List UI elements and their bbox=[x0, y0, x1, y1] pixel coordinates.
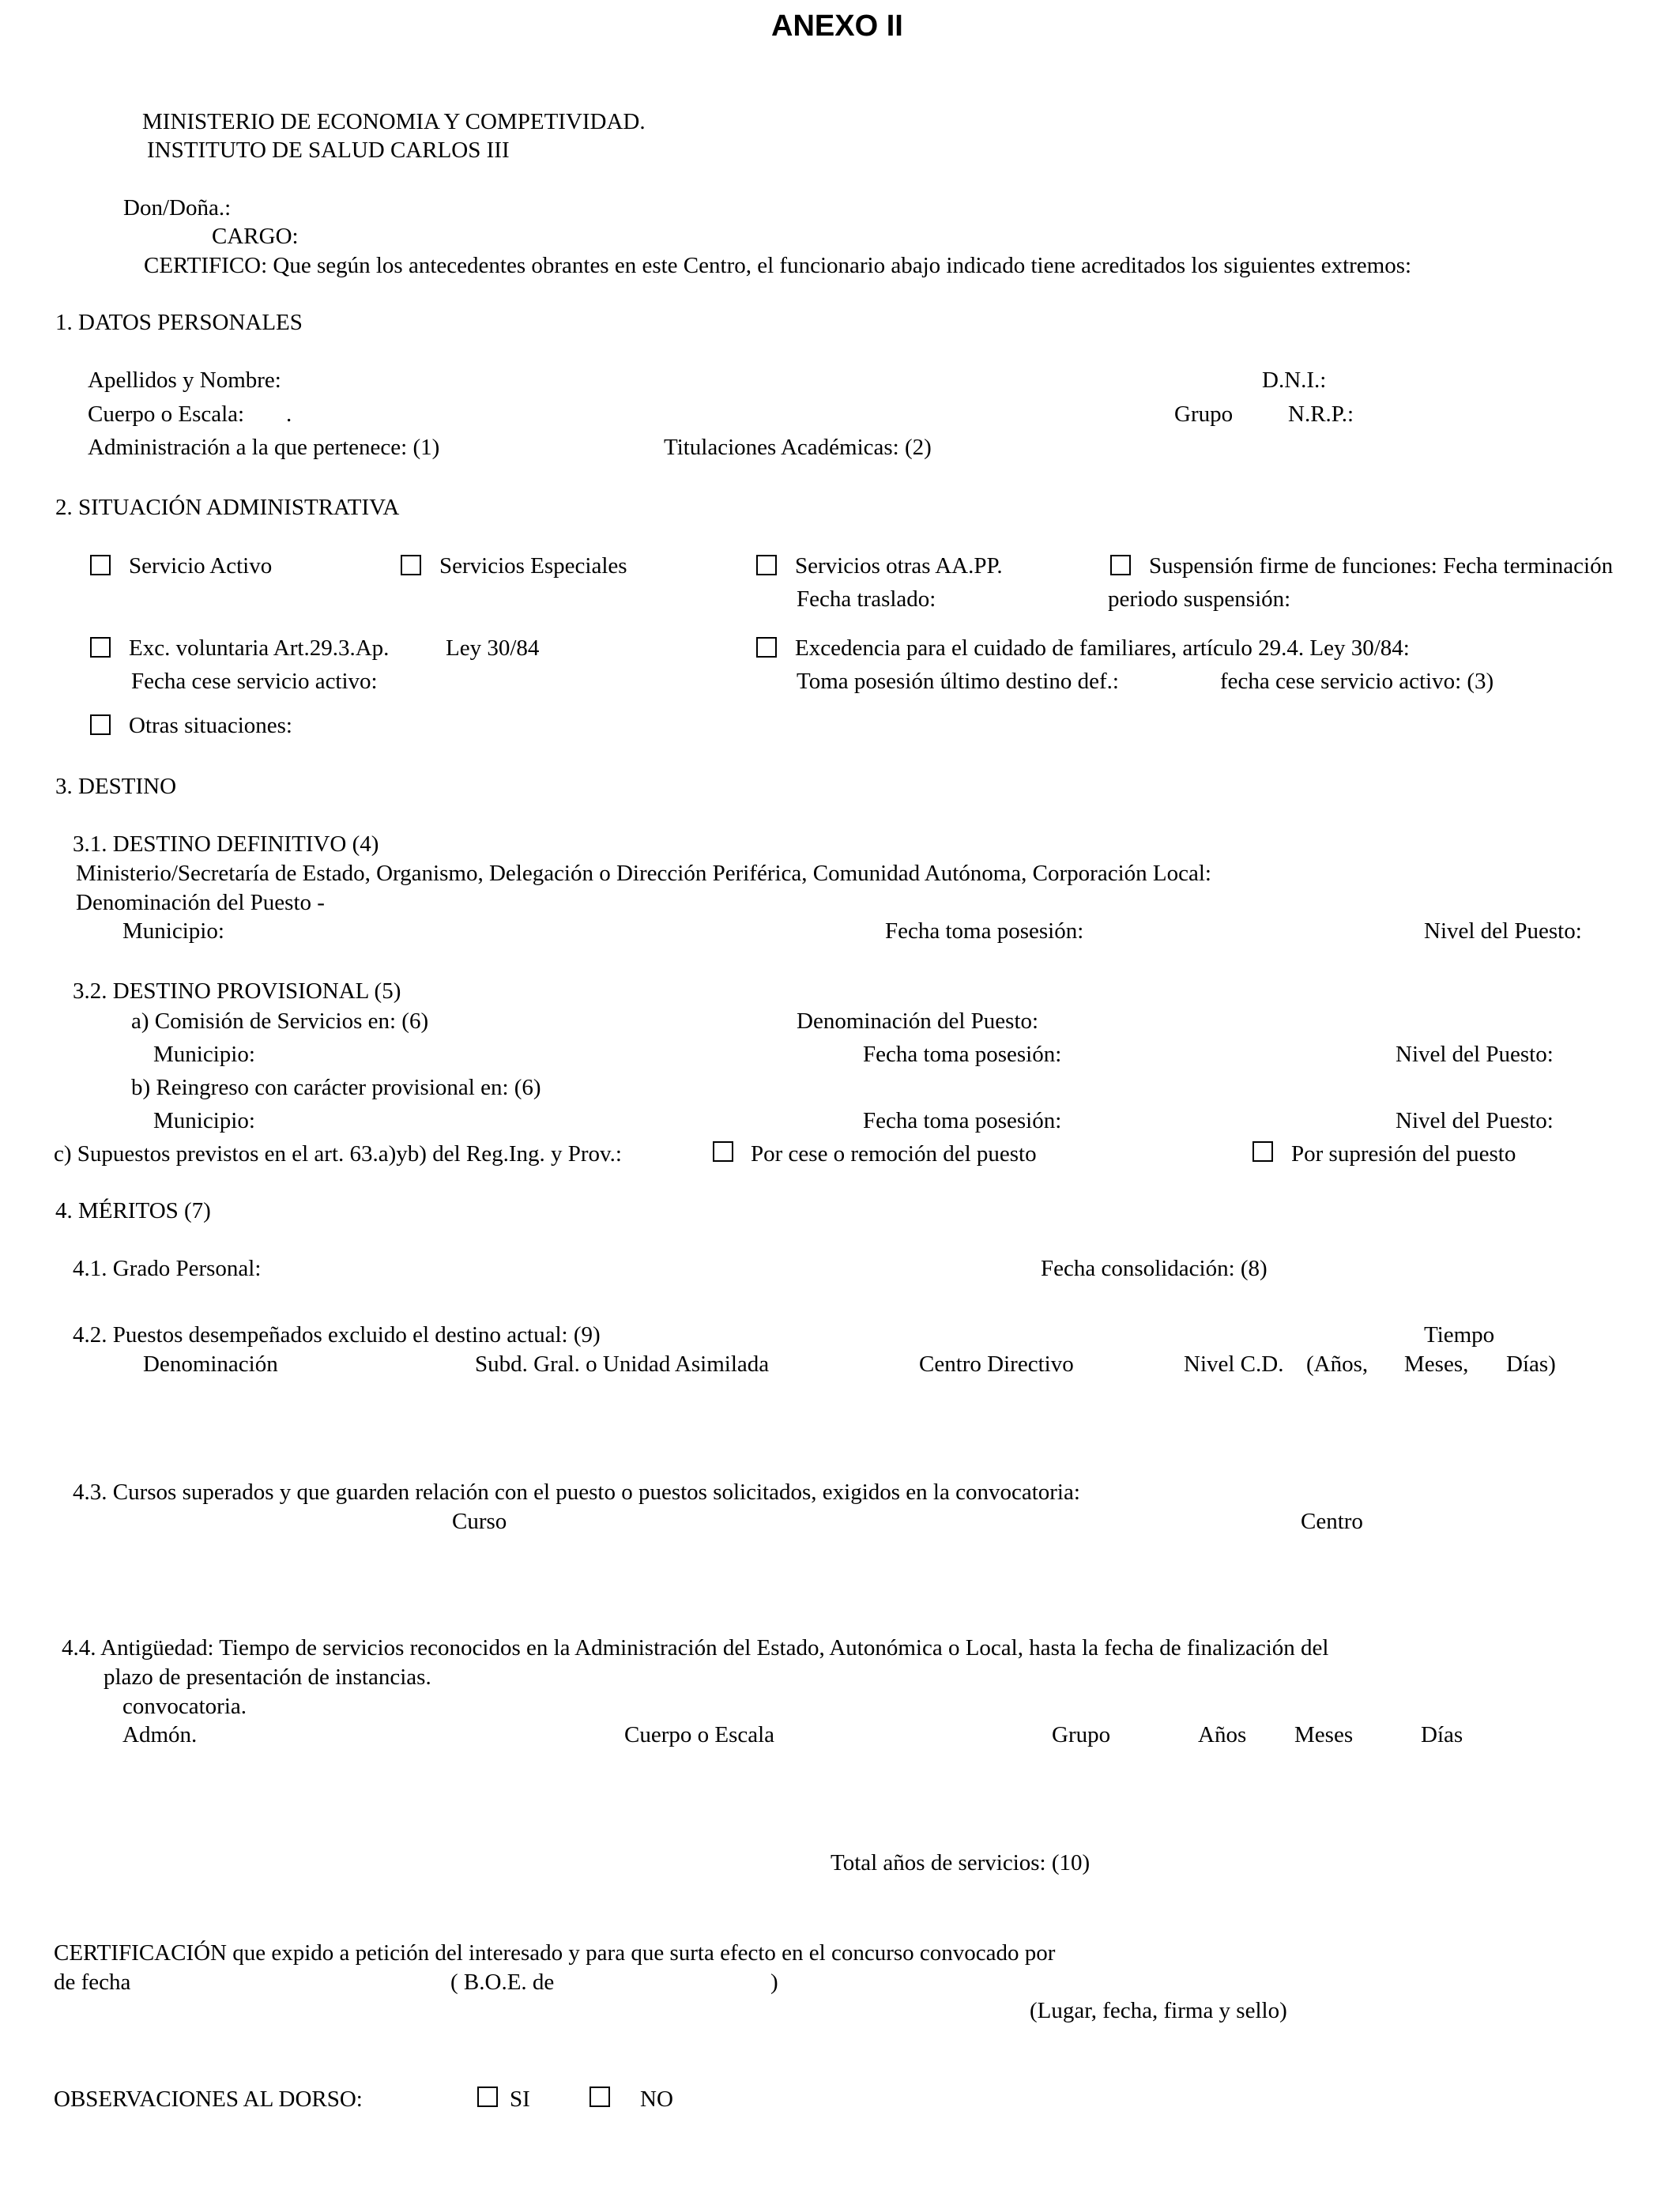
puestos-header-nivel: Nivel C.D. bbox=[1184, 1351, 1284, 1377]
boe-close: ) bbox=[770, 1970, 778, 1995]
otras-situaciones-checkbox[interactable] bbox=[90, 714, 111, 735]
dni-label: D.N.I.: bbox=[1262, 368, 1327, 393]
reingreso-nivel-label: Nivel del Puesto: bbox=[1396, 1108, 1554, 1133]
tiempo-label: Tiempo bbox=[1424, 1322, 1495, 1348]
suspension-label: Suspensión firme de funciones: Fecha terminación bbox=[1149, 553, 1614, 579]
comision-servicios-label: a) Comisión de Servicios en: (6) bbox=[131, 1008, 429, 1034]
exc-voluntaria-label: Exc. voluntaria Art.29.3.Ap. bbox=[129, 635, 390, 661]
servicio-activo-checkbox[interactable] bbox=[90, 555, 111, 575]
servicios-especiales-checkbox[interactable] bbox=[401, 555, 421, 575]
observaciones-si-label: SI bbox=[510, 2087, 530, 2112]
fecha-cese-3-label: fecha cese servicio activo: (3) bbox=[1220, 669, 1494, 694]
antiguedad-line-3: convocatoria. bbox=[122, 1694, 247, 1719]
servicios-especiales-label: Servicios Especiales bbox=[439, 553, 627, 579]
ley-label: Ley 30/84 bbox=[446, 635, 540, 661]
destino-definitivo-municipio: Municipio: bbox=[122, 918, 224, 944]
reingreso-fecha-toma-label: Fecha toma posesión: bbox=[863, 1108, 1062, 1133]
servicios-otras-checkbox[interactable] bbox=[756, 555, 777, 575]
apellidos-label: Apellidos y Nombre: bbox=[88, 368, 281, 393]
antiguedad-line-2: plazo de presentación de instancias. bbox=[104, 1664, 431, 1690]
grado-personal-label: 4.1. Grado Personal: bbox=[73, 1256, 262, 1281]
institute-name: INSTITUTO DE SALUD CARLOS III bbox=[147, 138, 510, 163]
section-4-title: 4. MÉRITOS (7) bbox=[55, 1198, 211, 1223]
section-3-title: 3. DESTINO bbox=[55, 774, 177, 799]
por-cese-label: Por cese o remoción del puesto bbox=[751, 1141, 1037, 1167]
comision-fecha-toma-label: Fecha toma posesión: bbox=[863, 1042, 1062, 1067]
certifico-text: CERTIFICO: Que según los antecedentes obrantes en este Centro, el funcionario abajo indicado tiene acreditados los siguientes extremos: bbox=[144, 253, 1412, 278]
destino-provisional-title: 3.2. DESTINO PROVISIONAL (5) bbox=[73, 978, 401, 1004]
antiguedad-header-meses: Meses bbox=[1294, 1722, 1354, 1747]
puestos-header-dias: Días) bbox=[1506, 1351, 1556, 1377]
otras-situaciones-label: Otras situaciones: bbox=[129, 713, 292, 738]
observaciones-no-label: NO bbox=[640, 2087, 673, 2112]
suspension-checkbox[interactable] bbox=[1110, 555, 1131, 575]
fecha-consolidacion-label: Fecha consolidación: (8) bbox=[1041, 1256, 1268, 1281]
exc-voluntaria-checkbox[interactable] bbox=[90, 637, 111, 658]
cargo-label: CARGO: bbox=[212, 224, 299, 249]
puestos-header-subd: Subd. Gral. o Unidad Asimilada bbox=[475, 1351, 770, 1377]
puestos-header-meses: Meses, bbox=[1404, 1351, 1469, 1377]
puestos-desempenados-label: 4.2. Puestos desempeñados excluido el destino actual: (9) bbox=[73, 1322, 601, 1348]
nrp-label: N.R.P.: bbox=[1288, 401, 1354, 427]
observaciones-label: OBSERVACIONES AL DORSO: bbox=[54, 2087, 363, 2112]
antiguedad-header-cuerpo: Cuerpo o Escala bbox=[624, 1722, 775, 1747]
toma-posesion-label: Toma posesión último destino def.: bbox=[797, 669, 1119, 694]
observaciones-si-checkbox[interactable] bbox=[477, 2087, 498, 2107]
comision-denominacion-label: Denominación del Puesto: bbox=[797, 1008, 1039, 1034]
comision-municipio-label: Municipio: bbox=[153, 1042, 255, 1067]
cursos-label: 4.3. Cursos superados y que guarden relación con el puesto o puestos solicitados, exigidos en la convocatoria: bbox=[73, 1480, 1080, 1505]
section-2-title: 2. SITUACIÓN ADMINISTRATIVA bbox=[55, 495, 400, 520]
fecha-cese-label: Fecha cese servicio activo: bbox=[131, 669, 378, 694]
excedencia-checkbox[interactable] bbox=[756, 637, 777, 658]
excedencia-label: Excedencia para el cuidado de familiares, artículo 29.4. Ley 30/84: bbox=[795, 635, 1410, 661]
antiguedad-header-grupo: Grupo bbox=[1052, 1722, 1111, 1747]
por-supresion-label: Por supresión del puesto bbox=[1291, 1141, 1516, 1167]
servicio-activo-label: Servicio Activo bbox=[129, 553, 273, 579]
destino-definitivo-nivel: Nivel del Puesto: bbox=[1424, 918, 1582, 944]
cursos-header-centro: Centro bbox=[1301, 1509, 1363, 1534]
antiguedad-header-admon: Admón. bbox=[122, 1722, 198, 1747]
comision-nivel-label: Nivel del Puesto: bbox=[1396, 1042, 1554, 1067]
destino-definitivo-title: 3.1. DESTINO DEFINITIVO (4) bbox=[73, 831, 379, 857]
cuerpo-dot: . bbox=[286, 401, 292, 427]
section-1-title: 1. DATOS PERSONALES bbox=[55, 310, 303, 335]
antiguedad-header-anos: Años bbox=[1198, 1722, 1247, 1747]
cursos-header-curso: Curso bbox=[452, 1509, 507, 1534]
periodo-suspension-label: periodo suspensión: bbox=[1108, 586, 1291, 612]
administracion-label: Administración a la que pertenece: (1) bbox=[88, 435, 440, 460]
puestos-header-centro: Centro Directivo bbox=[919, 1351, 1074, 1377]
ministry-name: MINISTERIO DE ECONOMIA Y COMPETIVIDAD. bbox=[142, 109, 646, 134]
destino-definitivo-fecha-toma: Fecha toma posesión: bbox=[885, 918, 1084, 944]
de-fecha-label: de fecha bbox=[54, 1970, 131, 1995]
titulaciones-label: Titulaciones Académicas: (2) bbox=[664, 435, 932, 460]
total-anos-label: Total años de servicios: (10) bbox=[831, 1850, 1090, 1875]
por-supresion-checkbox[interactable] bbox=[1252, 1141, 1273, 1162]
page-title: ANEXO II bbox=[771, 9, 903, 43]
por-cese-checkbox[interactable] bbox=[713, 1141, 733, 1162]
reingreso-municipio-label: Municipio: bbox=[153, 1108, 255, 1133]
antiguedad-header-dias: Días bbox=[1421, 1722, 1463, 1747]
don-label: Don/Doña.: bbox=[123, 195, 232, 221]
antiguedad-label: 4.4. Antigüedad: Tiempo de servicios reconocidos en la Administración del Estado, Autonómica o Local, hasta la fecha de finalización del bbox=[62, 1635, 1329, 1661]
boe-label: ( B.O.E. de bbox=[450, 1970, 555, 1995]
puestos-header-denominacion: Denominación bbox=[143, 1351, 278, 1377]
lugar-fecha-firma-label: (Lugar, fecha, firma y sello) bbox=[1030, 1998, 1287, 2023]
puestos-header-anos: (Años, bbox=[1306, 1351, 1369, 1377]
destino-definitivo-denominacion: Denominación del Puesto - bbox=[76, 890, 325, 915]
reingreso-label: b) Reingreso con carácter provisional en: (6) bbox=[131, 1075, 541, 1100]
cuerpo-label: Cuerpo o Escala: bbox=[88, 401, 245, 427]
servicios-otras-label: Servicios otras AA.PP. bbox=[795, 553, 1003, 579]
fecha-traslado-label: Fecha traslado: bbox=[797, 586, 936, 612]
supuestos-label: c) Supuestos previstos en el art. 63.a)yb) del Reg.Ing. y Prov.: bbox=[54, 1141, 622, 1167]
grupo-label: Grupo bbox=[1174, 401, 1234, 427]
destino-definitivo-ministerio: Ministerio/Secretaría de Estado, Organismo, Delegación o Dirección Periférica, Comunidad Autónoma, Corporación Local: bbox=[76, 861, 1211, 886]
certificacion-text: CERTIFICACIÓN que expido a petición del interesado y para que surta efecto en el concurso convocado por bbox=[54, 1940, 1056, 1966]
observaciones-no-checkbox[interactable] bbox=[590, 2087, 610, 2107]
